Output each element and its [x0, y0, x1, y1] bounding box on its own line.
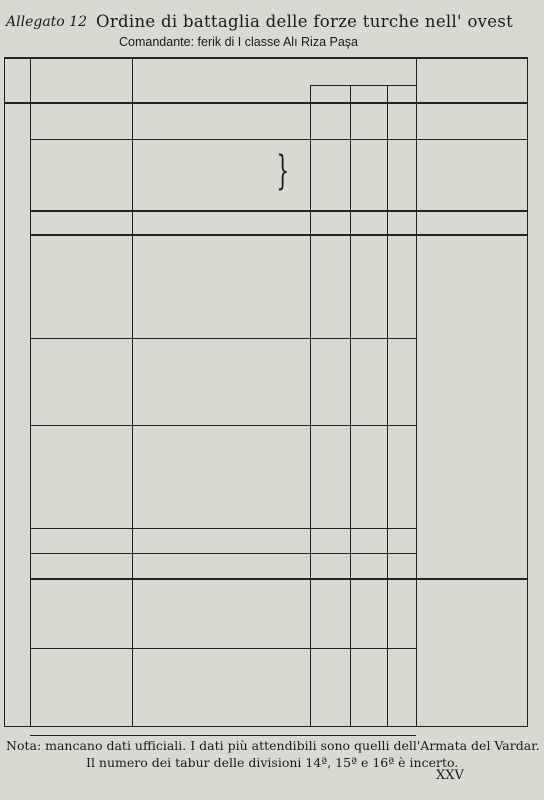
group-rule: [30, 578, 528, 580]
page-number: XXV: [436, 768, 464, 783]
order-of-battle-table: [4, 57, 528, 727]
group-rule: [30, 425, 416, 426]
group-rule: [30, 528, 416, 529]
footnote-line-2: Il numero dei tabur delle divisioni 14ª, 15ª e 16ª è incerto.: [86, 755, 459, 770]
document-title: Ordine di battaglia delle forze turche nell' ovest: [96, 12, 514, 31]
group-rule: [30, 553, 416, 554]
table-top-rule: [4, 57, 528, 59]
column-rule: [30, 57, 31, 727]
group-rule: [30, 648, 416, 649]
column-rule: [310, 85, 311, 727]
header-subrule: [310, 85, 416, 86]
table-bottom-rule: [4, 726, 528, 727]
column-rule: [416, 57, 417, 727]
group-rule: [30, 210, 528, 212]
column-rule: [132, 57, 133, 727]
allegato-label: Allegato 12: [6, 14, 87, 30]
footnote-line-1: Nota: mancano dati ufficiali. I dati più attendibili sono quelli dell'Armata del Vardar.: [6, 738, 540, 753]
header-bottom-rule: [4, 102, 528, 104]
table-left-rule: [4, 57, 5, 727]
group-rule: [30, 234, 528, 236]
brace-glyph: }: [276, 148, 290, 195]
group-rule: [30, 735, 416, 736]
column-rule: [387, 85, 388, 727]
table-right-rule: [527, 57, 528, 727]
document-subtitle: Comandante: ferik di I classe Alı Riza Paşa: [119, 35, 359, 49]
footnote: [6, 737, 540, 771]
column-rule: [350, 85, 351, 727]
group-rule: [30, 338, 416, 339]
